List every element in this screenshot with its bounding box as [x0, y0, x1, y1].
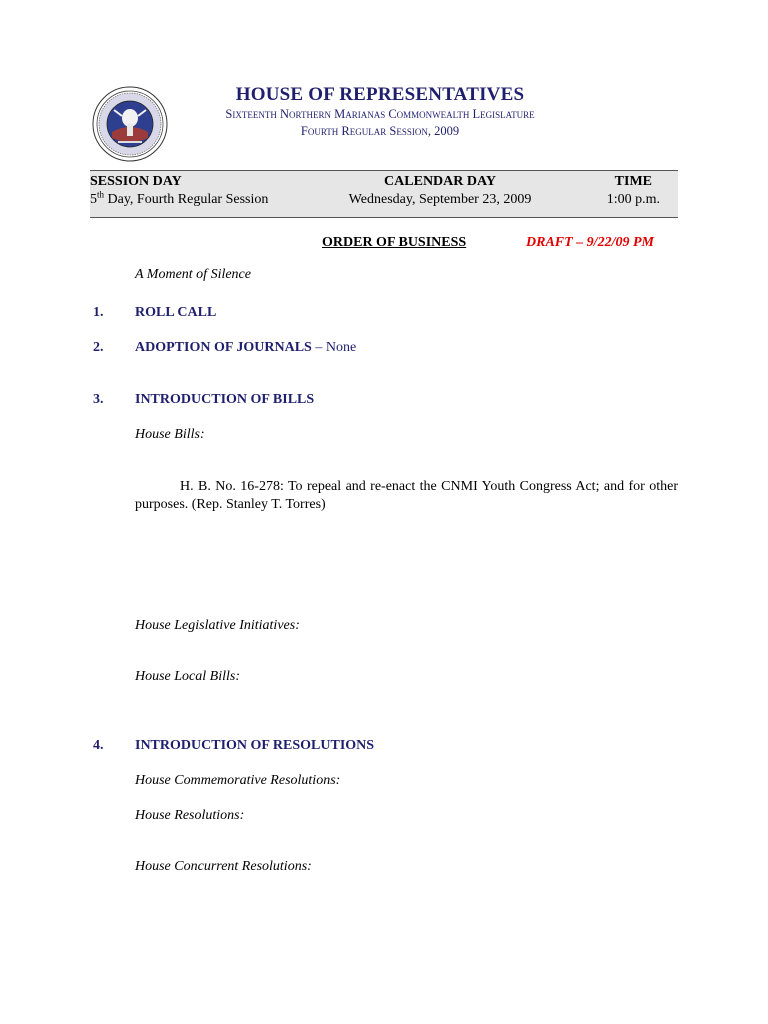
item-number-journals: 2.	[93, 340, 104, 355]
item-number-roll-call: 1.	[93, 305, 104, 320]
introduction-of-resolutions-heading: INTRODUCTION OF RESOLUTIONS	[135, 738, 375, 753]
adoption-of-journals-title: ADOPTION OF JOURNALS	[135, 340, 312, 355]
session-day-label: SESSION DAY	[90, 174, 182, 189]
legislature-seal-icon	[92, 86, 168, 162]
house-commemorative-resolutions-label: House Commemorative Resolutions:	[135, 773, 341, 788]
house-legislative-initiatives-label: House Legislative Initiatives:	[135, 618, 300, 633]
calendar-day-value: Wednesday, September 23, 2009	[348, 192, 532, 207]
house-resolutions-label: House Resolutions:	[135, 808, 245, 823]
draft-stamp: DRAFT – 9/22/09 PM	[526, 235, 654, 250]
house-concurrent-resolutions-label: House Concurrent Resolutions:	[135, 859, 312, 874]
adoption-of-journals-heading	[135, 340, 356, 356]
order-of-business-title: ORDER OF BUSINESS	[322, 235, 467, 250]
session-day-value	[90, 189, 269, 208]
house-bills-label: House Bills:	[135, 427, 205, 442]
moment-of-silence: A Moment of Silence	[135, 267, 251, 282]
session-info-bar	[90, 170, 678, 218]
introduction-of-bills-heading: INTRODUCTION OF BILLS	[135, 392, 315, 407]
session-day-suffix: th	[97, 189, 105, 200]
item-number-bills: 3.	[93, 392, 104, 407]
house-title: HOUSE OF REPRESENTATIVES	[235, 84, 525, 105]
bill-hb-16-278: H. B. No. 16-278: To repeal and re-enact the CNMI Youth Congress Act; and for other purposes. (Rep. Stanley T. Torres)	[135, 479, 678, 512]
adoption-of-journals-none: – None	[311, 340, 357, 355]
roll-call-heading: ROLL CALL	[135, 305, 217, 320]
calendar-day-label: CALENDAR DAY	[384, 174, 496, 189]
session-day-number: 5	[90, 192, 97, 207]
time-value: 1:00 p.m.	[606, 192, 660, 207]
time-label: TIME	[614, 174, 652, 189]
legislature-subtitle: Sixteenth Northern Marianas Commonwealth Legislature	[225, 107, 535, 121]
session-subtitle: Fourth Regular Session, 2009	[300, 124, 460, 138]
item-number-resolutions: 4.	[93, 738, 104, 753]
session-day-text: Day, Fourth Regular Session	[104, 192, 269, 207]
house-local-bills-label: House Local Bills:	[135, 669, 240, 684]
